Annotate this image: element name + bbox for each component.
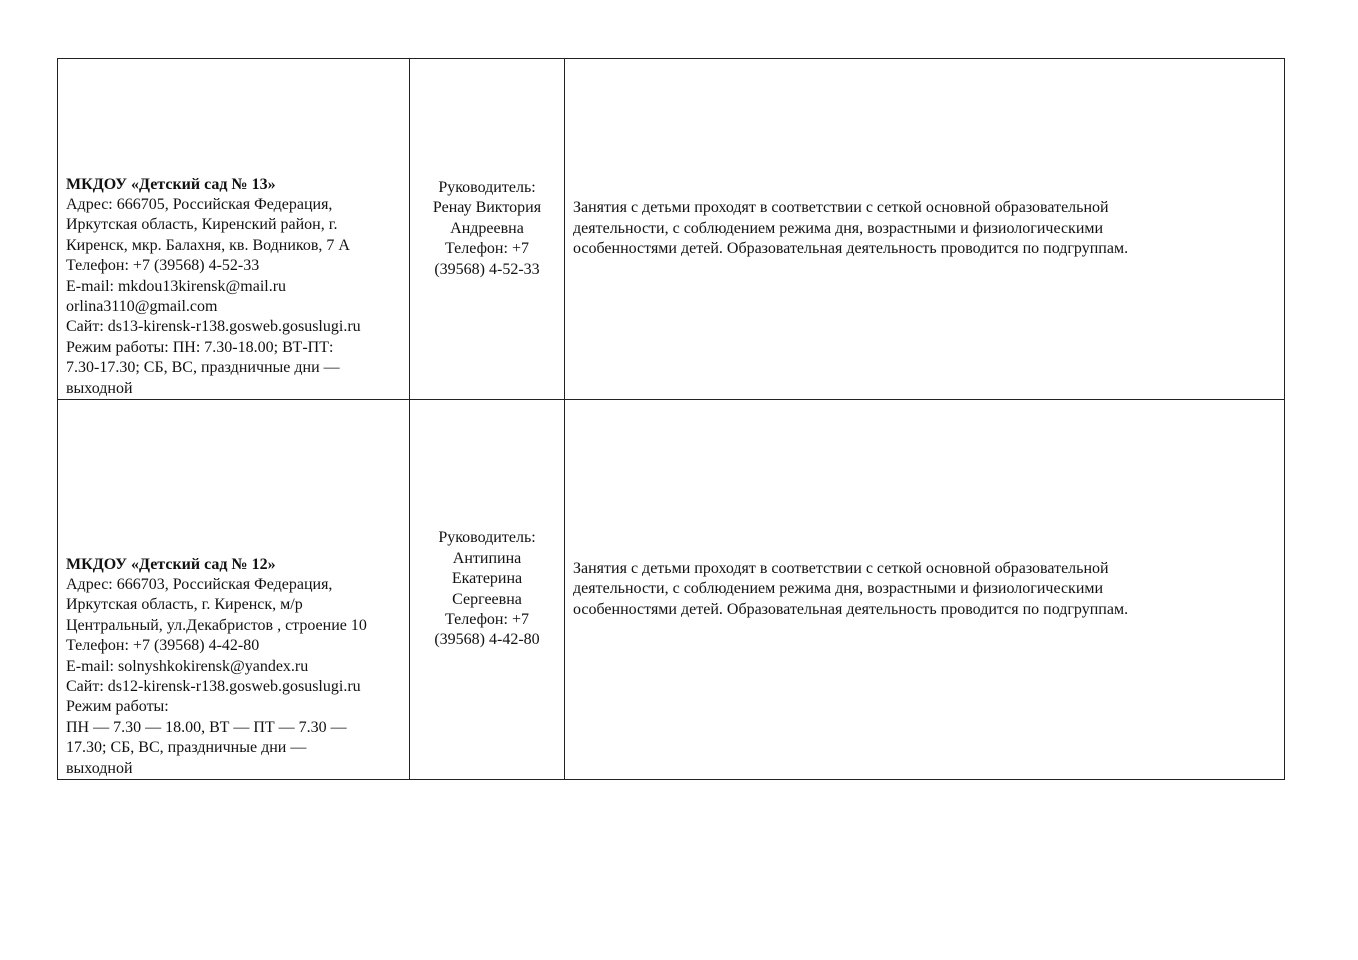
description-line: Занятия с детьми проходят в соответствии с сеткой основной образовательной bbox=[573, 199, 1109, 217]
head-name: Екатерина bbox=[451, 570, 523, 588]
org-name: МКДОУ «Детский сад № 13» bbox=[66, 175, 276, 193]
org-email: E-mail: solnyshkokirensk@yandex.ru bbox=[66, 657, 309, 675]
org-address-line: Адрес: 666703, Российская Федерация, bbox=[66, 575, 333, 593]
org-hours: Режим работы: ПН: 7.30-18.00; ВТ-ПТ: bbox=[66, 338, 334, 356]
org-address-line: Иркутская область, Киренский район, г. bbox=[66, 216, 338, 234]
org-phone: Телефон: +7 (39568) 4-42-80 bbox=[66, 637, 260, 655]
head-name: Ренау Виктория bbox=[432, 199, 542, 217]
org-info-cell bbox=[58, 59, 410, 400]
institutions-table bbox=[57, 58, 1285, 780]
org-hours: 17.30; СБ, ВС, праздничные дни — bbox=[66, 739, 307, 757]
head-info-cell bbox=[410, 400, 565, 780]
description-cell bbox=[565, 59, 1285, 400]
org-name: МКДОУ «Детский сад № 12» bbox=[66, 555, 276, 573]
description-line: деятельности, с соблюдением режима дня, возрастными и физиологическими bbox=[573, 580, 1104, 598]
head-title: Руководитель: bbox=[438, 529, 536, 547]
org-hours: Режим работы: bbox=[66, 698, 169, 716]
org-phone: Телефон: +7 (39568) 4-52-33 bbox=[66, 257, 260, 275]
org-hours: 7.30-17.30; СБ, ВС, праздничные дни — bbox=[66, 359, 340, 377]
org-hours: выходной bbox=[66, 379, 133, 397]
description-line: деятельности, с соблюдением режима дня, возрастными и физиологическими bbox=[573, 219, 1104, 237]
description-line: особенностями детей. Образовательная деятельность проводится по подгруппам. bbox=[573, 600, 1129, 618]
org-info-cell bbox=[58, 400, 410, 780]
org-email: E-mail: mkdou13kirensk@mail.ru bbox=[66, 277, 287, 295]
table-row bbox=[58, 400, 1285, 780]
table-row bbox=[58, 59, 1285, 400]
org-address-line: Киренск, мкр. Балахня, кв. Водников, 7 А bbox=[66, 236, 350, 254]
org-address-line: Адрес: 666705, Российская Федерация, bbox=[66, 195, 333, 213]
description-cell bbox=[565, 400, 1285, 780]
description-line: особенностями детей. Образовательная деятельность проводится по подгруппам. bbox=[573, 240, 1129, 258]
head-title: Руководитель: bbox=[438, 178, 536, 196]
description-line: Занятия с детьми проходят в соответствии с сеткой основной образовательной bbox=[573, 559, 1109, 577]
org-email-alt: orlina3110@gmail.com bbox=[66, 297, 218, 315]
head-name: Сергеевна bbox=[452, 590, 522, 608]
org-website: Сайт: ds12-kirensk-r138.gosweb.gosuslugi.ru bbox=[66, 677, 361, 695]
head-phone: (39568) 4-52-33 bbox=[434, 260, 540, 278]
head-phone: (39568) 4-42-80 bbox=[434, 631, 540, 649]
head-phone: Телефон: +7 bbox=[445, 610, 529, 628]
head-phone: Телефон: +7 bbox=[445, 240, 529, 258]
org-hours: ПН — 7.30 — 18.00, ВТ — ПТ — 7.30 — bbox=[66, 718, 347, 736]
org-address-line: Центральный, ул.Декабристов , строение 10 bbox=[66, 616, 367, 634]
org-address-line: Иркутская область, г. Киренск, м/р bbox=[66, 596, 303, 614]
org-website: Сайт: ds13-kirensk-r138.gosweb.gosuslugi.ru bbox=[66, 318, 361, 336]
head-info-cell bbox=[410, 59, 565, 400]
head-name: Андреевна bbox=[450, 219, 524, 237]
org-hours: выходной bbox=[66, 759, 133, 777]
head-name: Антипина bbox=[452, 549, 522, 567]
